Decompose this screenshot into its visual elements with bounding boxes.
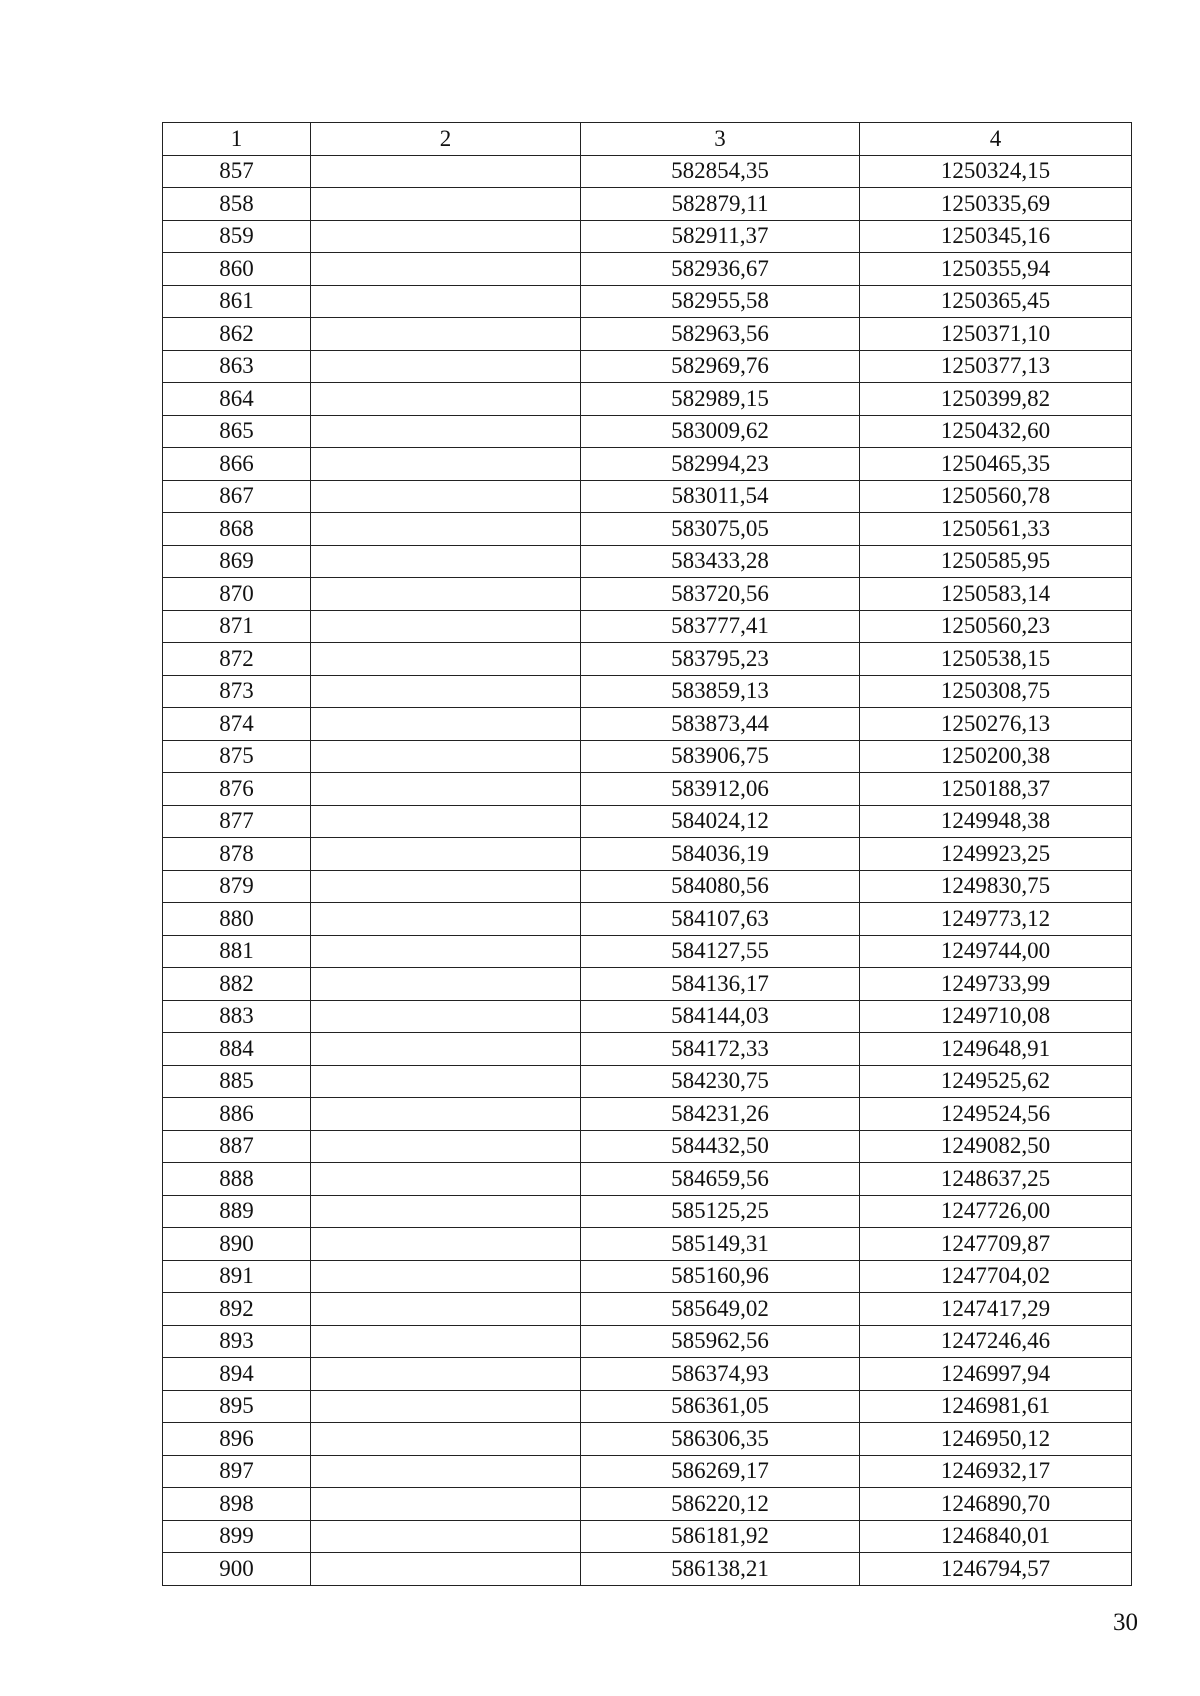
y-coordinate-cell: 1246890,70 xyxy=(860,1488,1132,1521)
y-coordinate-cell: 1247704,02 xyxy=(860,1260,1132,1293)
table-body xyxy=(163,155,1132,1585)
y-coordinate-cell: 1247709,87 xyxy=(860,1228,1132,1261)
point-number-cell: 864 xyxy=(163,383,311,416)
table-row xyxy=(163,415,1132,448)
x-coordinate-cell: 584659,56 xyxy=(581,1163,860,1196)
name-cell xyxy=(311,1130,581,1163)
name-cell xyxy=(311,740,581,773)
table-row xyxy=(163,903,1132,936)
name-cell xyxy=(311,1520,581,1553)
name-cell xyxy=(311,773,581,806)
name-cell xyxy=(311,1455,581,1488)
name-cell xyxy=(311,838,581,871)
point-number-cell: 885 xyxy=(163,1065,311,1098)
y-coordinate-cell: 1250355,94 xyxy=(860,253,1132,286)
y-coordinate-cell: 1250371,10 xyxy=(860,318,1132,351)
x-coordinate-cell: 586361,05 xyxy=(581,1390,860,1423)
x-coordinate-cell: 585149,31 xyxy=(581,1228,860,1261)
x-coordinate-cell: 582994,23 xyxy=(581,448,860,481)
point-number-cell: 900 xyxy=(163,1553,311,1586)
point-number-cell: 869 xyxy=(163,545,311,578)
y-coordinate-cell: 1250585,95 xyxy=(860,545,1132,578)
y-coordinate-cell: 1249710,08 xyxy=(860,1000,1132,1033)
point-number-cell: 883 xyxy=(163,1000,311,1033)
table-row xyxy=(163,610,1132,643)
name-cell xyxy=(311,578,581,611)
name-cell xyxy=(311,1098,581,1131)
name-cell xyxy=(311,415,581,448)
point-number-cell: 892 xyxy=(163,1293,311,1326)
y-coordinate-cell: 1246997,94 xyxy=(860,1358,1132,1391)
point-number-cell: 893 xyxy=(163,1325,311,1358)
x-coordinate-cell: 583873,44 xyxy=(581,708,860,741)
y-coordinate-cell: 1249773,12 xyxy=(860,903,1132,936)
x-coordinate-cell: 583912,06 xyxy=(581,773,860,806)
y-coordinate-cell: 1248637,25 xyxy=(860,1163,1132,1196)
x-coordinate-cell: 582879,11 xyxy=(581,188,860,221)
x-coordinate-cell: 584024,12 xyxy=(581,805,860,838)
table-row xyxy=(163,350,1132,383)
point-number-cell: 871 xyxy=(163,610,311,643)
table-row xyxy=(163,773,1132,806)
table-row xyxy=(163,1195,1132,1228)
x-coordinate-cell: 584144,03 xyxy=(581,1000,860,1033)
x-coordinate-cell: 582955,58 xyxy=(581,285,860,318)
y-coordinate-cell: 1250276,13 xyxy=(860,708,1132,741)
point-number-cell: 888 xyxy=(163,1163,311,1196)
point-number-cell: 880 xyxy=(163,903,311,936)
x-coordinate-cell: 582854,35 xyxy=(581,155,860,188)
table-row xyxy=(163,1325,1132,1358)
table-row xyxy=(163,1228,1132,1261)
name-cell xyxy=(311,318,581,351)
y-coordinate-cell: 1250188,37 xyxy=(860,773,1132,806)
name-cell xyxy=(311,968,581,1001)
table-row xyxy=(163,1520,1132,1553)
point-number-cell: 881 xyxy=(163,935,311,968)
table-row xyxy=(163,480,1132,513)
point-number-cell: 857 xyxy=(163,155,311,188)
point-number-cell: 899 xyxy=(163,1520,311,1553)
point-number-cell: 890 xyxy=(163,1228,311,1261)
table-row xyxy=(163,220,1132,253)
y-coordinate-cell: 1250308,75 xyxy=(860,675,1132,708)
point-number-cell: 878 xyxy=(163,838,311,871)
point-number-cell: 877 xyxy=(163,805,311,838)
table-row xyxy=(163,513,1132,546)
table-header-row xyxy=(163,123,1132,156)
y-coordinate-cell: 1250345,16 xyxy=(860,220,1132,253)
y-coordinate-cell: 1249525,62 xyxy=(860,1065,1132,1098)
y-coordinate-cell: 1250560,23 xyxy=(860,610,1132,643)
y-coordinate-cell: 1250560,78 xyxy=(860,480,1132,513)
x-coordinate-cell: 585649,02 xyxy=(581,1293,860,1326)
name-cell xyxy=(311,903,581,936)
y-coordinate-cell: 1250583,14 xyxy=(860,578,1132,611)
point-number-cell: 866 xyxy=(163,448,311,481)
x-coordinate-cell: 582963,56 xyxy=(581,318,860,351)
name-cell xyxy=(311,1553,581,1586)
name-cell xyxy=(311,383,581,416)
x-coordinate-cell: 584136,17 xyxy=(581,968,860,1001)
name-cell xyxy=(311,513,581,546)
y-coordinate-cell: 1247726,00 xyxy=(860,1195,1132,1228)
y-coordinate-cell: 1249744,00 xyxy=(860,935,1132,968)
point-number-cell: 867 xyxy=(163,480,311,513)
point-number-cell: 876 xyxy=(163,773,311,806)
name-cell xyxy=(311,448,581,481)
x-coordinate-cell: 586306,35 xyxy=(581,1423,860,1456)
table-row xyxy=(163,708,1132,741)
name-cell xyxy=(311,805,581,838)
point-number-cell: 862 xyxy=(163,318,311,351)
y-coordinate-cell: 1249948,38 xyxy=(860,805,1132,838)
name-cell xyxy=(311,1065,581,1098)
point-number-cell: 874 xyxy=(163,708,311,741)
table-row xyxy=(163,545,1132,578)
y-coordinate-cell: 1246950,12 xyxy=(860,1423,1132,1456)
table-row xyxy=(163,675,1132,708)
point-number-cell: 875 xyxy=(163,740,311,773)
page-number: 30 xyxy=(1113,1609,1138,1636)
point-number-cell: 865 xyxy=(163,415,311,448)
x-coordinate-cell: 583906,75 xyxy=(581,740,860,773)
coordinates-table xyxy=(162,122,1132,1586)
table-row xyxy=(163,318,1132,351)
name-cell xyxy=(311,1195,581,1228)
table-row xyxy=(163,1098,1132,1131)
point-number-cell: 879 xyxy=(163,870,311,903)
point-number-cell: 895 xyxy=(163,1390,311,1423)
column-header-4: 4 xyxy=(860,123,1132,156)
x-coordinate-cell: 584172,33 xyxy=(581,1033,860,1066)
y-coordinate-cell: 1249923,25 xyxy=(860,838,1132,871)
name-cell xyxy=(311,253,581,286)
x-coordinate-cell: 584432,50 xyxy=(581,1130,860,1163)
name-cell xyxy=(311,285,581,318)
y-coordinate-cell: 1246932,17 xyxy=(860,1455,1132,1488)
name-cell xyxy=(311,1033,581,1066)
y-coordinate-cell: 1250365,45 xyxy=(860,285,1132,318)
name-cell xyxy=(311,1488,581,1521)
point-number-cell: 898 xyxy=(163,1488,311,1521)
x-coordinate-cell: 583795,23 xyxy=(581,643,860,676)
table-row xyxy=(163,253,1132,286)
y-coordinate-cell: 1249830,75 xyxy=(860,870,1132,903)
y-coordinate-cell: 1250324,15 xyxy=(860,155,1132,188)
table-row xyxy=(163,1130,1132,1163)
y-coordinate-cell: 1249082,50 xyxy=(860,1130,1132,1163)
y-coordinate-cell: 1250335,69 xyxy=(860,188,1132,221)
point-number-cell: 894 xyxy=(163,1358,311,1391)
x-coordinate-cell: 583859,13 xyxy=(581,675,860,708)
point-number-cell: 884 xyxy=(163,1033,311,1066)
column-header-1: 1 xyxy=(163,123,311,156)
table-row xyxy=(163,448,1132,481)
x-coordinate-cell: 583433,28 xyxy=(581,545,860,578)
table-row xyxy=(163,1033,1132,1066)
point-number-cell: 891 xyxy=(163,1260,311,1293)
column-header-2: 2 xyxy=(311,123,581,156)
name-cell xyxy=(311,870,581,903)
x-coordinate-cell: 584231,26 xyxy=(581,1098,860,1131)
table-row xyxy=(163,1553,1132,1586)
x-coordinate-cell: 583009,62 xyxy=(581,415,860,448)
point-number-cell: 896 xyxy=(163,1423,311,1456)
name-cell xyxy=(311,1293,581,1326)
x-coordinate-cell: 586181,92 xyxy=(581,1520,860,1553)
name-cell xyxy=(311,1228,581,1261)
x-coordinate-cell: 583777,41 xyxy=(581,610,860,643)
x-coordinate-cell: 586138,21 xyxy=(581,1553,860,1586)
x-coordinate-cell: 583075,05 xyxy=(581,513,860,546)
name-cell xyxy=(311,1390,581,1423)
name-cell xyxy=(311,1260,581,1293)
table-row xyxy=(163,383,1132,416)
point-number-cell: 882 xyxy=(163,968,311,1001)
name-cell xyxy=(311,155,581,188)
point-number-cell: 873 xyxy=(163,675,311,708)
x-coordinate-cell: 585962,56 xyxy=(581,1325,860,1358)
x-coordinate-cell: 585125,25 xyxy=(581,1195,860,1228)
x-coordinate-cell: 582989,15 xyxy=(581,383,860,416)
x-coordinate-cell: 582911,37 xyxy=(581,220,860,253)
name-cell xyxy=(311,1358,581,1391)
table-row xyxy=(163,1423,1132,1456)
x-coordinate-cell: 582969,76 xyxy=(581,350,860,383)
point-number-cell: 863 xyxy=(163,350,311,383)
y-coordinate-cell: 1250399,82 xyxy=(860,383,1132,416)
column-header-3: 3 xyxy=(581,123,860,156)
table-row xyxy=(163,188,1132,221)
y-coordinate-cell: 1250465,35 xyxy=(860,448,1132,481)
x-coordinate-cell: 584127,55 xyxy=(581,935,860,968)
x-coordinate-cell: 582936,67 xyxy=(581,253,860,286)
table-row xyxy=(163,285,1132,318)
name-cell xyxy=(311,1423,581,1456)
name-cell xyxy=(311,220,581,253)
point-number-cell: 870 xyxy=(163,578,311,611)
name-cell xyxy=(311,675,581,708)
name-cell xyxy=(311,610,581,643)
name-cell xyxy=(311,643,581,676)
y-coordinate-cell: 1250377,13 xyxy=(860,350,1132,383)
x-coordinate-cell: 583720,56 xyxy=(581,578,860,611)
table-row xyxy=(163,968,1132,1001)
table-row xyxy=(163,1293,1132,1326)
x-coordinate-cell: 584080,56 xyxy=(581,870,860,903)
y-coordinate-cell: 1250200,38 xyxy=(860,740,1132,773)
name-cell xyxy=(311,935,581,968)
table-row xyxy=(163,1163,1132,1196)
point-number-cell: 887 xyxy=(163,1130,311,1163)
table-row xyxy=(163,805,1132,838)
y-coordinate-cell: 1246794,57 xyxy=(860,1553,1132,1586)
table-row xyxy=(163,643,1132,676)
y-coordinate-cell: 1247246,46 xyxy=(860,1325,1132,1358)
point-number-cell: 889 xyxy=(163,1195,311,1228)
x-coordinate-cell: 586374,93 xyxy=(581,1358,860,1391)
name-cell xyxy=(311,350,581,383)
x-coordinate-cell: 584036,19 xyxy=(581,838,860,871)
table-row xyxy=(163,870,1132,903)
y-coordinate-cell: 1249733,99 xyxy=(860,968,1132,1001)
table-row xyxy=(163,935,1132,968)
table-row xyxy=(163,838,1132,871)
name-cell xyxy=(311,708,581,741)
point-number-cell: 897 xyxy=(163,1455,311,1488)
y-coordinate-cell: 1247417,29 xyxy=(860,1293,1132,1326)
table-row xyxy=(163,1390,1132,1423)
point-number-cell: 858 xyxy=(163,188,311,221)
table-row xyxy=(163,1000,1132,1033)
point-number-cell: 886 xyxy=(163,1098,311,1131)
y-coordinate-cell: 1249648,91 xyxy=(860,1033,1132,1066)
table-row xyxy=(163,1455,1132,1488)
y-coordinate-cell: 1246981,61 xyxy=(860,1390,1132,1423)
point-number-cell: 859 xyxy=(163,220,311,253)
name-cell xyxy=(311,545,581,578)
point-number-cell: 861 xyxy=(163,285,311,318)
table-row xyxy=(163,1065,1132,1098)
name-cell xyxy=(311,480,581,513)
point-number-cell: 868 xyxy=(163,513,311,546)
x-coordinate-cell: 583011,54 xyxy=(581,480,860,513)
y-coordinate-cell: 1249524,56 xyxy=(860,1098,1132,1131)
table-row xyxy=(163,155,1132,188)
name-cell xyxy=(311,1163,581,1196)
x-coordinate-cell: 584107,63 xyxy=(581,903,860,936)
x-coordinate-cell: 584230,75 xyxy=(581,1065,860,1098)
y-coordinate-cell: 1246840,01 xyxy=(860,1520,1132,1553)
table-row xyxy=(163,1358,1132,1391)
x-coordinate-cell: 585160,96 xyxy=(581,1260,860,1293)
y-coordinate-cell: 1250561,33 xyxy=(860,513,1132,546)
table-row xyxy=(163,1260,1132,1293)
point-number-cell: 860 xyxy=(163,253,311,286)
table-row xyxy=(163,1488,1132,1521)
table-row xyxy=(163,740,1132,773)
x-coordinate-cell: 586269,17 xyxy=(581,1455,860,1488)
name-cell xyxy=(311,188,581,221)
point-number-cell: 872 xyxy=(163,643,311,676)
y-coordinate-cell: 1250538,15 xyxy=(860,643,1132,676)
name-cell xyxy=(311,1000,581,1033)
y-coordinate-cell: 1250432,60 xyxy=(860,415,1132,448)
name-cell xyxy=(311,1325,581,1358)
table-row xyxy=(163,578,1132,611)
x-coordinate-cell: 586220,12 xyxy=(581,1488,860,1521)
